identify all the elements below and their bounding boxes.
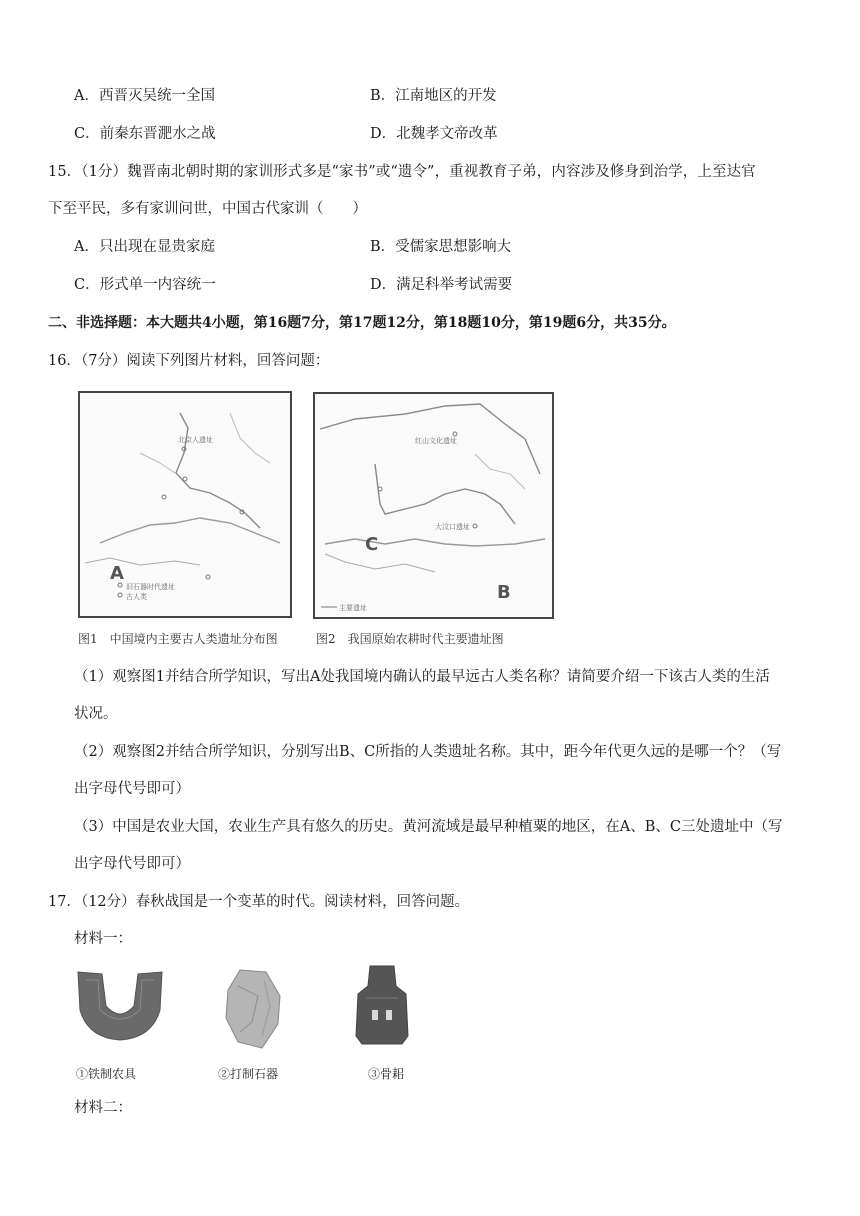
q14-option-d: D．北魏孝文帝改革 — [370, 126, 498, 142]
map1-legend1: 旧石器时代遗址 — [126, 583, 175, 591]
map2-farming-sites — [313, 392, 554, 619]
map2-label-hongshan: 红山文化遗址 — [415, 437, 457, 445]
q17-stem: 17．（12分）春秋战国是一个变革的时代。阅读材料，回答问题。 — [48, 894, 470, 910]
map1-legend2: 古人类 — [126, 593, 147, 601]
q16-sub3-line1: （3）中国是农业大国，农业生产具有悠久的历史。黄河流域是最早种植粟的地区，在A、B、C三处遗址中（写 — [74, 819, 783, 835]
q15-option-a: A．只出现在显贵家庭 — [74, 239, 215, 255]
map2-label-dawenkou: 大汶口遗址 — [435, 523, 470, 531]
tool3-caption: ③骨耜 — [368, 1067, 405, 1081]
map2-legend: 主要遗址 — [339, 604, 367, 612]
q16-sub1-line1: （1）观察图1并结合所学知识，写出A处我国境内确认的最早远古人类名称？请简要介绍一下该古人类的生活 — [74, 669, 770, 685]
q17-material2-label: 材料二： — [74, 1100, 132, 1116]
map2-caption: 图2 我国原始农耕时代主要遗址图 — [316, 632, 504, 646]
map1-letter-a: A — [110, 563, 124, 584]
q16-sub3-line2: 出字母代号即可） — [74, 856, 190, 872]
q16-stem: 16．（7分）阅读下列图片材料，回答问题： — [48, 353, 330, 369]
q14-option-b: B．江南地区的开发 — [370, 88, 497, 104]
q16-sub1-line2: 状况。 — [74, 706, 118, 722]
map1-ancient-sites — [78, 391, 292, 618]
q15-stem-line1: 15．（1分）魏晋南北朝时期的家训形式多是“家书”或“遗令”，重视教育子弟，内容涉及修身到治学，上至达官 — [48, 164, 756, 180]
iron-farm-tool-image — [72, 966, 168, 1046]
q16-sub2-line1: （2）观察图2并结合所学知识，分别写出B、C所指的人类遗址名称。其中，距今年代更久远的是哪一个？（写 — [74, 744, 782, 760]
map1-caption: 图1 中国境内主要古人类遗址分布图 — [78, 632, 278, 646]
q15-option-d: D．满足科举考试需要 — [370, 277, 513, 293]
q17-material1-label: 材料一： — [74, 931, 132, 947]
q15-stem-line2: 下至平民，多有家训问世，中国古代家训（ ） — [48, 201, 367, 217]
map2-letter-b: B — [497, 582, 511, 603]
q14-option-a: A．西晋灭吴统一全国 — [74, 88, 215, 104]
q16-sub2-line2: 出字母代号即可） — [74, 781, 190, 797]
chipped-stone-tool-image — [218, 966, 288, 1052]
tool2-caption: ②打制石器 — [218, 1067, 279, 1081]
map2-letter-c: C — [365, 534, 379, 555]
map2-outline — [315, 394, 552, 617]
bone-spade-image — [352, 964, 412, 1048]
q15-option-b: B．受儒家思想影响大 — [370, 239, 512, 255]
tool1-caption: ①铁制农具 — [76, 1067, 137, 1081]
q14-option-c: C．前秦东晋淝水之战 — [74, 126, 216, 142]
section2-heading: 二、非选择题：本大题共4小题，第16题7分，第17题12分，第18题10分，第19题6分，共35分。 — [48, 315, 676, 331]
q15-option-c: C．形式单一内容统一 — [74, 277, 216, 293]
map1-label-top: 北京人遗址 — [178, 436, 213, 444]
